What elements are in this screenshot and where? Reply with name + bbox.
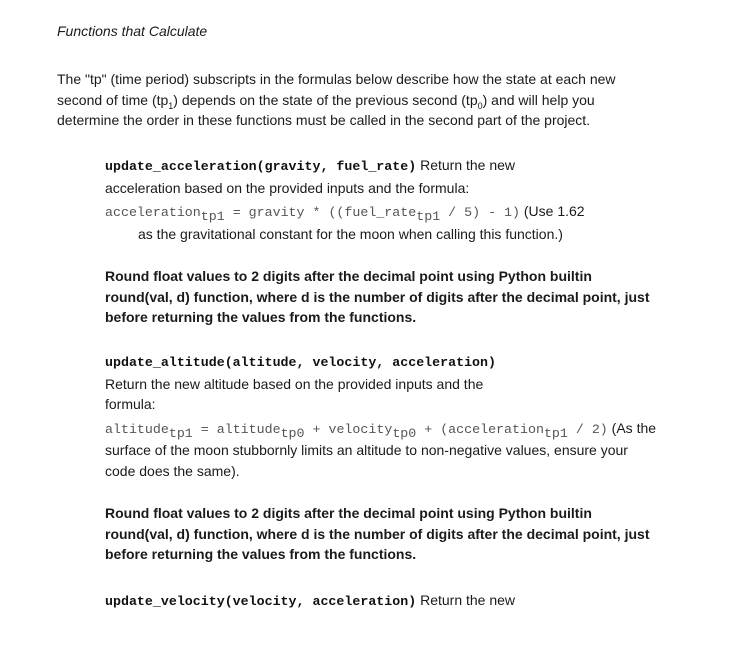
intro-paragraph [57, 69, 687, 131]
formula-note: (Use 1.62 [519, 203, 585, 219]
formula-text: = altitude [192, 421, 281, 437]
rounding-note-2 [105, 503, 705, 565]
function-description-line: acceleration based on the provided inputs and the formula: [105, 179, 470, 196]
intro-line-2 [57, 90, 687, 111]
subscript: tp1 [543, 425, 568, 441]
rounding-note-line: before returning the values from the functions. [105, 546, 417, 562]
velocity-signature-line [105, 590, 705, 613]
subscript: tp1 [416, 208, 441, 224]
rounding-note-line: round(val, d) function, where d is the number of digits after the decimal point, just [105, 288, 650, 305]
formula-text: acceleration [105, 205, 201, 220]
formula-text: / 2) [567, 421, 608, 437]
function-signature: update_velocity(velocity, acceleration) [105, 594, 417, 609]
function-signature: update_acceleration(gravity, fuel_rate) [105, 159, 417, 174]
function-description: Return the new [416, 592, 516, 608]
function-description-line: formula: [105, 396, 156, 412]
subscript: 0 [477, 100, 483, 111]
intro-text: ) and will help you [482, 91, 595, 108]
function-description-line: Return the new altitude based on the provided inputs and the [105, 375, 484, 392]
altitude-function-block [105, 353, 705, 481]
function-description: Return the new [416, 157, 516, 173]
function-signature: update_altitude(altitude, velocity, acceleration) [105, 355, 496, 370]
altitude-formula-line [105, 418, 705, 441]
intro-line-3: determine the order in these functions must be called in the second part of the project. [57, 112, 591, 128]
intro-line-1: The "tp" (time period) subscripts in the formulas below describe how the state at each new [57, 71, 616, 87]
rounding-note-line: before returning the values from the functions. [105, 309, 417, 325]
formula-note-line: as the gravitational constant for the moon when calling this function.) [138, 225, 563, 242]
subscript: tp0 [392, 425, 417, 441]
formula-note: (As the [607, 419, 657, 436]
intro-text: ) depends on the state of the previous second (tp [173, 91, 478, 108]
formula-text: + velocity [304, 421, 393, 437]
rounding-note-1 [105, 266, 705, 328]
subscript: 1 [168, 100, 174, 111]
rounding-note-line: Round float values to 2 digits after the decimal point using Python builtin [105, 505, 592, 521]
formula-text: = gravity * ((fuel_rate [224, 205, 417, 220]
intro-text: second of time (tp [57, 91, 169, 108]
subscript: tp1 [200, 208, 225, 224]
formula-text: / 5) - 1) [440, 205, 520, 220]
acceleration-function-block [105, 155, 705, 244]
subscript: tp1 [168, 425, 193, 441]
rounding-note-line: Round float values to 2 digits after the decimal point using Python builtin [105, 268, 592, 284]
acceleration-formula-line [105, 201, 705, 224]
formula-text: + (acceleration [416, 421, 544, 437]
rounding-note-line: round(val, d) function, where d is the number of digits after the decimal point, just [105, 525, 650, 542]
subscript: tp0 [280, 425, 305, 441]
formula-text: altitude [105, 421, 169, 437]
formula-note-line: code does the same). [105, 462, 240, 479]
velocity-function-block [105, 590, 705, 613]
acceleration-signature-line [105, 155, 705, 178]
section-heading: Functions that Calculate [57, 23, 208, 39]
formula-note-line: surface of the moon stubbornly limits an altitude to non-negative values, ensure your [105, 442, 628, 458]
